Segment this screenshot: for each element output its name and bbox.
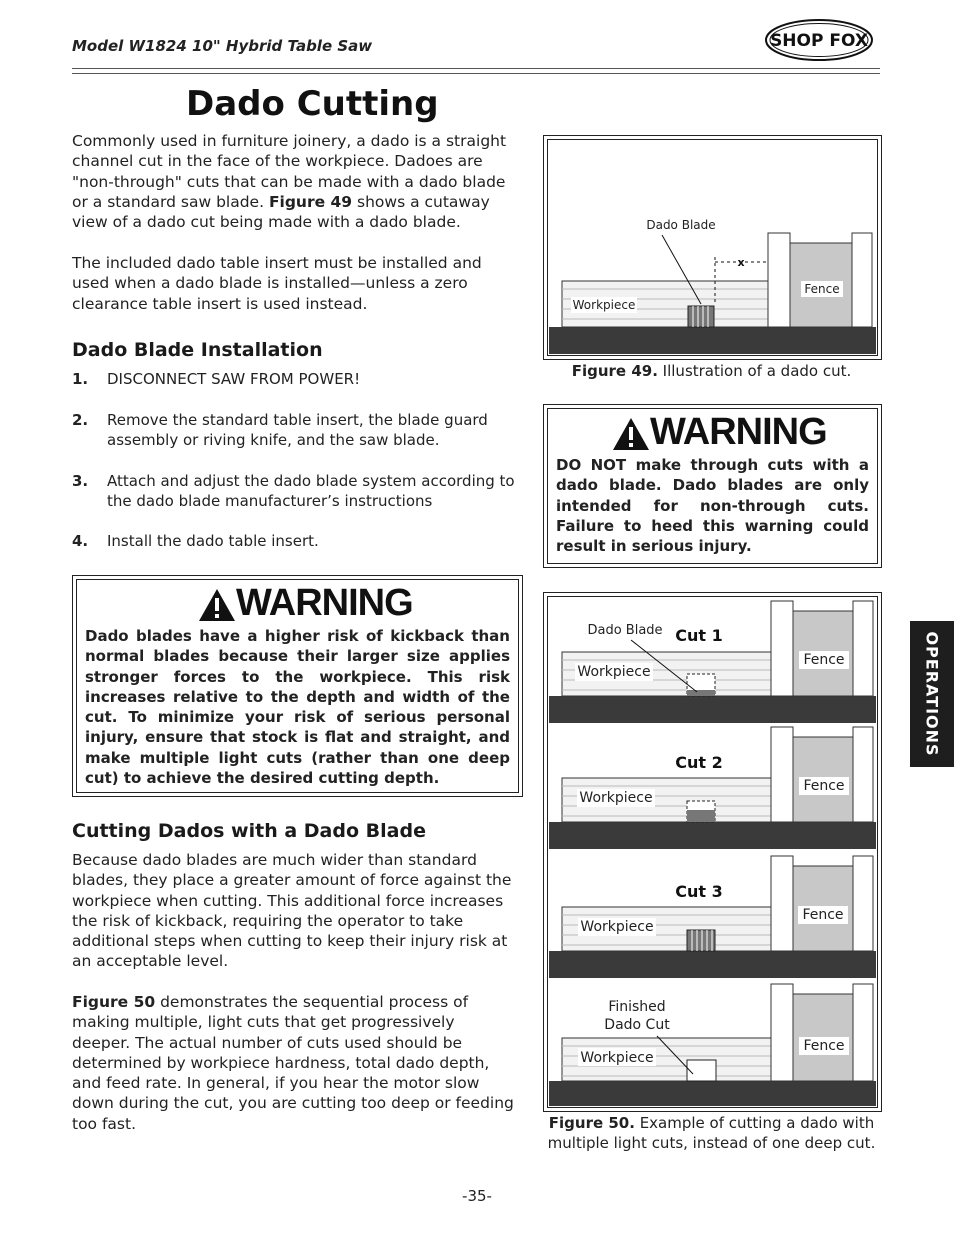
figure-49-illustration — [547, 139, 878, 356]
figure-50-illustration — [547, 596, 878, 1108]
cutting-paragraph-1: Because dado blades are much wider than standard blades, they place a greater amount of force against the workpiece when cutting. This additional force increases the risk of kickback, requiring the operator to take additional steps when cutting to keep their injury risk at an acceptable level. — [72, 851, 512, 971]
install-step: 2. Remove the standard table insert, the blade guard assembly or riving knife, and the saw blade. — [72, 411, 488, 450]
label-fence: Fence — [803, 1038, 845, 1054]
warning-text: Dado blades have a higher risk of kickback than normal blades because their larger size applies stronger forces to the workpiece. This risk increases relative to the depth and width of the cut. To minimize your risk of serious personal injury, ensure that stock is flat and straight, and make multiple light cuts (rather than one deep cut) to achieve the desired cutting depth. — [85, 627, 510, 788]
install-heading: Dado Blade Installation — [72, 339, 323, 361]
side-tab-label: OPERATIONS — [922, 631, 942, 757]
label-fence: Fence — [803, 652, 845, 668]
install-step: 3. Attach and adjust the dado blade system according to the dado blade manufacturer’s instructions — [72, 472, 515, 511]
label-finished: Finished — [608, 999, 666, 1015]
figure-50-caption: Figure 50. Example of cutting a dado with multiple light cuts, instead of one deep cut. — [547, 1114, 876, 1153]
label-cut-1: Cut 1 — [675, 626, 723, 645]
figure-49 — [543, 135, 882, 360]
warning-triangle-icon — [198, 588, 236, 622]
warning-label: WARNING — [650, 411, 827, 453]
logo-text: SHOP FOX — [770, 31, 868, 51]
label-fence: Fence — [802, 907, 844, 923]
install-step: 4. Install the dado table insert. — [72, 532, 319, 550]
warning-box-kickback — [72, 575, 523, 797]
install-step: 1. DISCONNECT SAW FROM POWER! — [72, 370, 361, 388]
label-workpiece: Workpiece — [577, 664, 651, 680]
header-rule — [72, 68, 880, 74]
page-title: Dado Cutting — [186, 84, 439, 124]
label-fence: Fence — [803, 778, 845, 794]
intro-paragraph-2: The included dado table insert must be installed and used when a dado blade is installed—unless a zero clearance table insert is used instead. — [72, 254, 482, 313]
shop-fox-logo — [764, 18, 874, 62]
label-workpiece: Workpiece — [580, 1050, 654, 1066]
cutting-heading: Cutting Dados with a Dado Blade — [72, 820, 426, 842]
warning-box-through-cuts — [543, 404, 882, 568]
side-tab-operations[interactable] — [910, 621, 954, 767]
label-workpiece: Workpiece — [572, 298, 636, 312]
cutting-paragraph-2: Figure 50 demonstrates the sequential process of making multiple, light cuts that get progressively deeper. The actual number of cuts used should be determined by workpiece hardness, total dado depth, and feed rate. In general, if you hear the motor slow down during the cut, you are cutting too deep or feeding too fast. — [72, 993, 514, 1133]
figure-49-ref: Figure 49 — [268, 192, 353, 211]
label-workpiece: Workpiece — [580, 919, 654, 935]
figure-49-caption: Figure 49. Illustration of a dado cut. — [571, 362, 852, 380]
intro-paragraph-1: Commonly used in furniture joinery, a dado is a straight channel cut in the face of the workpiece. Dadoes are "non-through" cuts that can be made with a dado blade or a standard saw blade. Figure 49 shows a cutaway view of a dado cut being made with a dado blade. — [72, 132, 507, 232]
label-dado-blade: Dado Blade — [646, 218, 716, 232]
label-dado-blade: Dado Blade — [587, 623, 663, 638]
header-model: Model W1824 10" Hybrid Table Saw — [72, 37, 373, 55]
label-cut-3: Cut 3 — [675, 882, 723, 901]
warning-text: DO NOT make through cuts with a dado blade. Dado blades are only intended for non-through cuts. Failure to heed this warning could result in serious injury. — [556, 456, 869, 556]
page-number: -35- — [462, 1187, 492, 1205]
warning-triangle-icon — [612, 417, 650, 451]
label-workpiece: Workpiece — [579, 790, 653, 806]
warning-label: WARNING — [236, 582, 413, 624]
figure-50-ref: Figure 50 — [72, 993, 156, 1011]
label-x: x — [737, 256, 745, 269]
figure-50 — [543, 592, 882, 1112]
label-cut-2: Cut 2 — [675, 753, 723, 772]
label-dado-cut: Dado Cut — [604, 1017, 670, 1033]
label-fence: Fence — [804, 282, 840, 296]
